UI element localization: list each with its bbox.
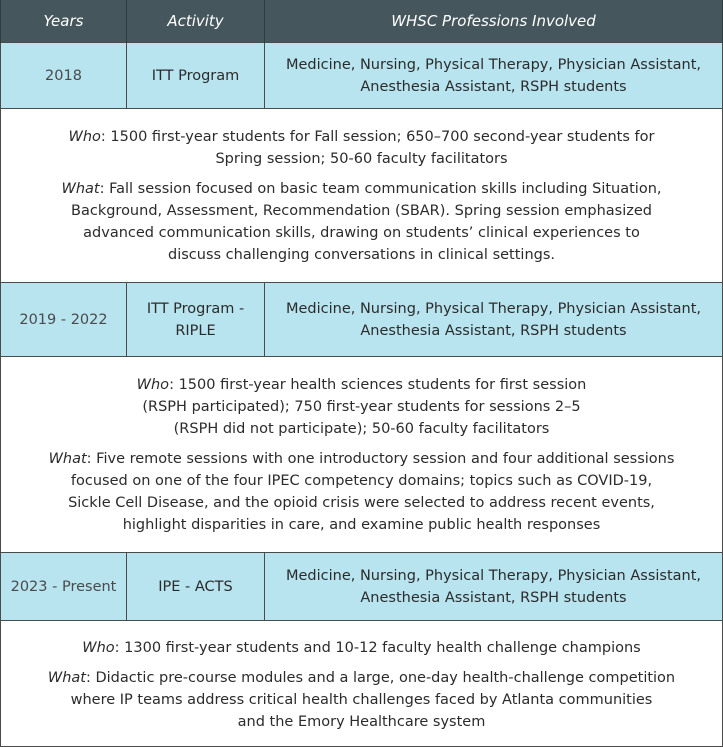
what-text: Five remote sessions with one introductory session and four additional sessions bbox=[96, 450, 675, 467]
activity-line: RIPLE bbox=[175, 322, 216, 339]
detail-cell bbox=[1, 357, 723, 553]
year-cell: 2023 - Present bbox=[1, 553, 127, 621]
who-text: 1500 first-year health sciences students for first session bbox=[178, 376, 587, 393]
header-activity: Activity bbox=[127, 0, 265, 43]
what-text: Didactic pre-course modules and a large, one-day health-challenge competition bbox=[95, 670, 676, 686]
who-text: Spring session; 50-60 faculty facilitators bbox=[215, 150, 508, 167]
activity-line: ITT Program bbox=[151, 67, 240, 84]
what-text: focused on one of the four IPEC competency domains; topics such as COVID-19, bbox=[70, 472, 653, 489]
activity-cell bbox=[127, 553, 265, 621]
what-text: highlight disparities in care, and examine public health responses bbox=[122, 516, 601, 533]
professions-cell bbox=[265, 43, 723, 109]
what-text: advanced communication skills, drawing on students’ clinical experiences to bbox=[83, 224, 640, 241]
professions-line: Anesthesia Assistant, RSPH students bbox=[360, 78, 627, 95]
who-label: Who bbox=[82, 640, 115, 656]
what-paragraph: What: Fall session focused on basic team communication skills including Situation, Background, Assessment, Recommendation (SBAR). Spring session emphasized advanced communication skills, drawing on students’ clinical experiences to discuss challenging conversations in clinical settings. bbox=[17, 178, 706, 266]
who-text: 1300 first-year students and 10-12 faculty health challenge champions bbox=[124, 640, 641, 656]
what-text: Fall session focused on basic team communication skills including Situation, bbox=[109, 180, 662, 197]
who-text: (RSPH participated); 750 first-year students for sessions 2–5 bbox=[142, 398, 581, 415]
what-label: What bbox=[61, 180, 100, 197]
program-row bbox=[1, 43, 723, 109]
what-text: Background, Assessment, Recommendation (SBAR). Spring session emphasized bbox=[71, 202, 652, 219]
detail-cell bbox=[1, 109, 723, 283]
what-paragraph: What: Five remote sessions with one introductory session and four additional sessions focused on one of the four IPEC competency domains; topics such as COVID-19, Sickle Cell Disease, and the opioid crisis were selected to address recent events, highlight disparities in care, and examine public health responses bbox=[17, 448, 706, 536]
who-label: Who bbox=[68, 128, 101, 145]
professions-cell bbox=[265, 283, 723, 357]
what-paragraph: What: Didactic pre-course modules and a large, one-day health-challenge competition where IP teams address critical health challenges faced by Atlanta communities and the Emory Healthcare system bbox=[17, 667, 706, 733]
who-paragraph: Who: 1500 first-year health sciences students for first session (RSPH participated); 750 first-year students for sessions 2–5 (RSPH did not participate); 50-60 faculty facilitators bbox=[17, 374, 706, 440]
activity-cell bbox=[127, 283, 265, 357]
what-text: and the Emory Healthcare system bbox=[237, 714, 486, 730]
activity-line: ITT Program - bbox=[146, 300, 245, 317]
what-text: Sickle Cell Disease, and the opioid crisis were selected to address recent events, bbox=[68, 494, 655, 511]
detail-cell bbox=[1, 621, 723, 747]
detail-row bbox=[1, 357, 723, 553]
what-label: What bbox=[47, 670, 86, 686]
what-label: What bbox=[48, 450, 87, 467]
professions-line: Anesthesia Assistant, RSPH students bbox=[360, 589, 627, 606]
year-cell: 2018 bbox=[1, 43, 127, 109]
program-row bbox=[1, 283, 723, 357]
year-cell: 2019 - 2022 bbox=[1, 283, 127, 357]
who-text: (RSPH did not participate); 50-60 faculty facilitators bbox=[173, 420, 550, 437]
header-row bbox=[1, 0, 723, 43]
what-text: discuss challenging conversations in clinical settings. bbox=[168, 246, 555, 263]
who-paragraph: Who: 1300 first-year students and 10-12 faculty health challenge champions bbox=[82, 640, 641, 656]
activity-line: IPE - ACTS bbox=[158, 578, 233, 595]
professions-line: Anesthesia Assistant, RSPH students bbox=[360, 322, 627, 339]
detail-row bbox=[1, 109, 723, 283]
program-row bbox=[1, 553, 723, 621]
who-text: 1500 first-year students for Fall session; 650–700 second-year students for bbox=[110, 128, 655, 145]
professions-cell bbox=[265, 553, 723, 621]
header-years: Years bbox=[1, 0, 127, 43]
what-text: where IP teams address critical health challenges faced by Atlanta communities bbox=[70, 692, 653, 708]
who-paragraph: Who: 1500 first-year students for Fall session; 650–700 second-year students for Spring session; 50-60 faculty facilitators bbox=[17, 126, 706, 170]
professions-line: Medicine, Nursing, Physical Therapy, Physician Assistant, bbox=[285, 567, 702, 584]
header-professions: WHSC Professions Involved bbox=[265, 0, 723, 43]
professions-line: Medicine, Nursing, Physical Therapy, Physician Assistant, bbox=[285, 56, 702, 73]
professions-line: Medicine, Nursing, Physical Therapy, Physician Assistant, bbox=[285, 300, 702, 317]
activity-cell bbox=[127, 43, 265, 109]
who-label: Who bbox=[136, 376, 170, 393]
detail-row bbox=[1, 621, 723, 747]
